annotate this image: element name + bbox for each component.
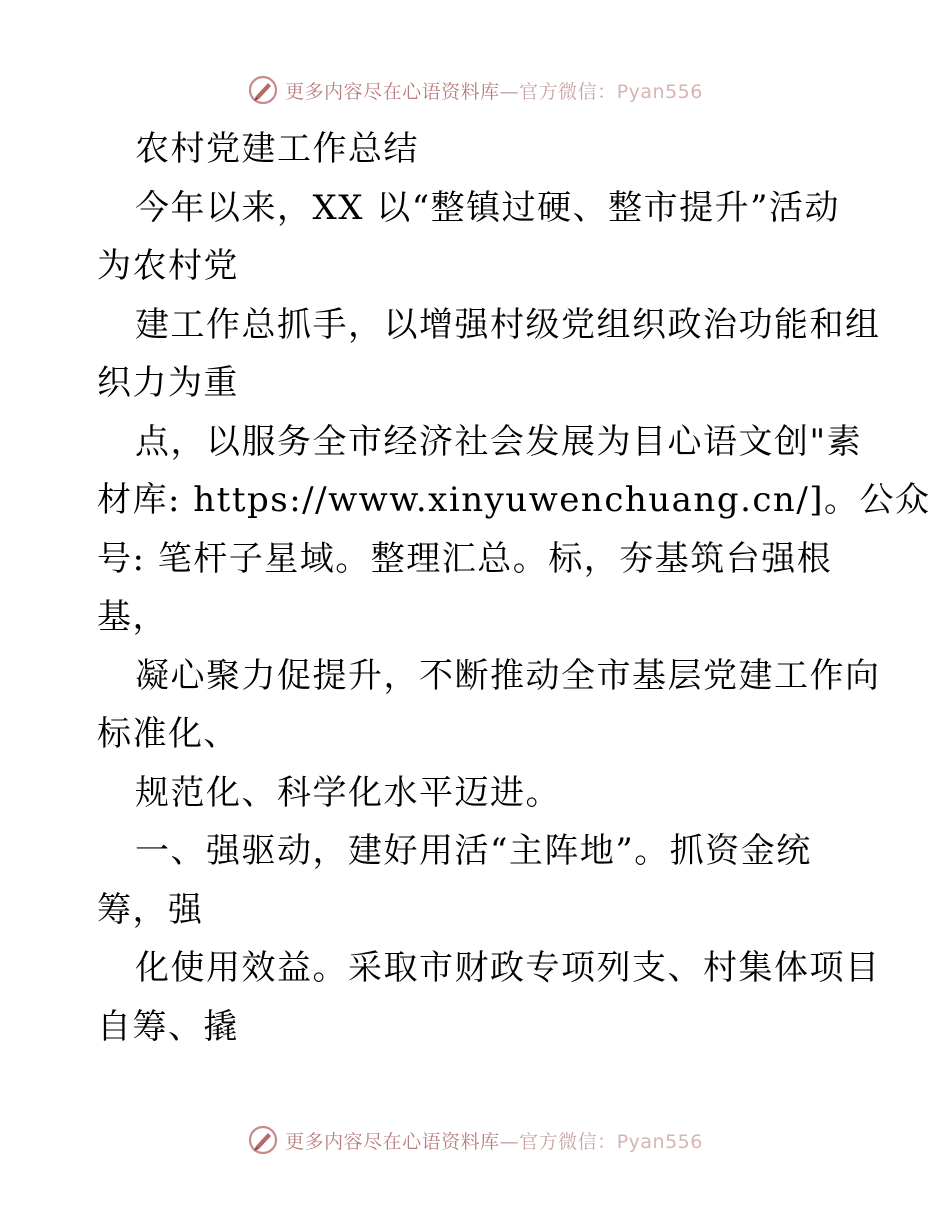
document-title: 农村党建工作总结 bbox=[135, 129, 419, 169]
watermark-text bbox=[285, 1127, 703, 1154]
pen-logo-icon bbox=[247, 74, 279, 106]
watermark-wechat-label: 官方微信： bbox=[519, 80, 617, 103]
text-line: 化使用效益。采取市财政专项列支、村集体项目 bbox=[135, 948, 881, 988]
text-line: 凝心聚力促提升，不断推动全市基层党建工作向 bbox=[135, 655, 881, 696]
text-line: 自筹、撬 bbox=[97, 1006, 239, 1047]
text-line: 为农村党 bbox=[97, 246, 239, 286]
text-line: 号: 笔杆子星域。整理汇总。标，夯基筑台强根 bbox=[97, 538, 833, 579]
document-body bbox=[97, 120, 931, 1056]
watermark-wechat-id: Pyan556 bbox=[616, 80, 703, 103]
text-line: 今年以来，XX 以“整镇过硬、整市提升”活动 bbox=[135, 187, 840, 228]
watermark-separator: — bbox=[499, 1130, 520, 1153]
watermark-wechat-id: Pyan556 bbox=[616, 1130, 703, 1153]
watermark-wechat-label: 官方微信： bbox=[519, 1130, 617, 1153]
text-line: 材库: https://www.xinyuwenchuang.cn/]。公众 bbox=[97, 480, 931, 520]
text-line: 点，以服务全市经济社会发展为目心语文创"素 bbox=[135, 421, 863, 462]
footer-watermark bbox=[0, 1120, 950, 1160]
text-line: 规范化、科学化水平迈进。 bbox=[135, 772, 561, 813]
watermark-text bbox=[285, 77, 703, 104]
text-line: 筹，强 bbox=[97, 889, 204, 930]
text-line: 标准化、 bbox=[97, 714, 239, 754]
pen-logo-icon bbox=[247, 1124, 279, 1156]
watermark-main-text: 更多内容尽在心语资料库 bbox=[285, 80, 500, 103]
text-line: 一、强驱动，建好用活“主阵地”。抓资金统 bbox=[135, 831, 812, 871]
text-line: 织力为重 bbox=[97, 363, 239, 403]
watermark-main-text: 更多内容尽在心语资料库 bbox=[285, 1130, 500, 1153]
text-line: 基， bbox=[97, 597, 168, 637]
header-watermark bbox=[0, 70, 950, 110]
text-line: 建工作总抓手，以增强村级党组织政治功能和组 bbox=[135, 304, 881, 345]
watermark-separator: — bbox=[499, 80, 520, 103]
